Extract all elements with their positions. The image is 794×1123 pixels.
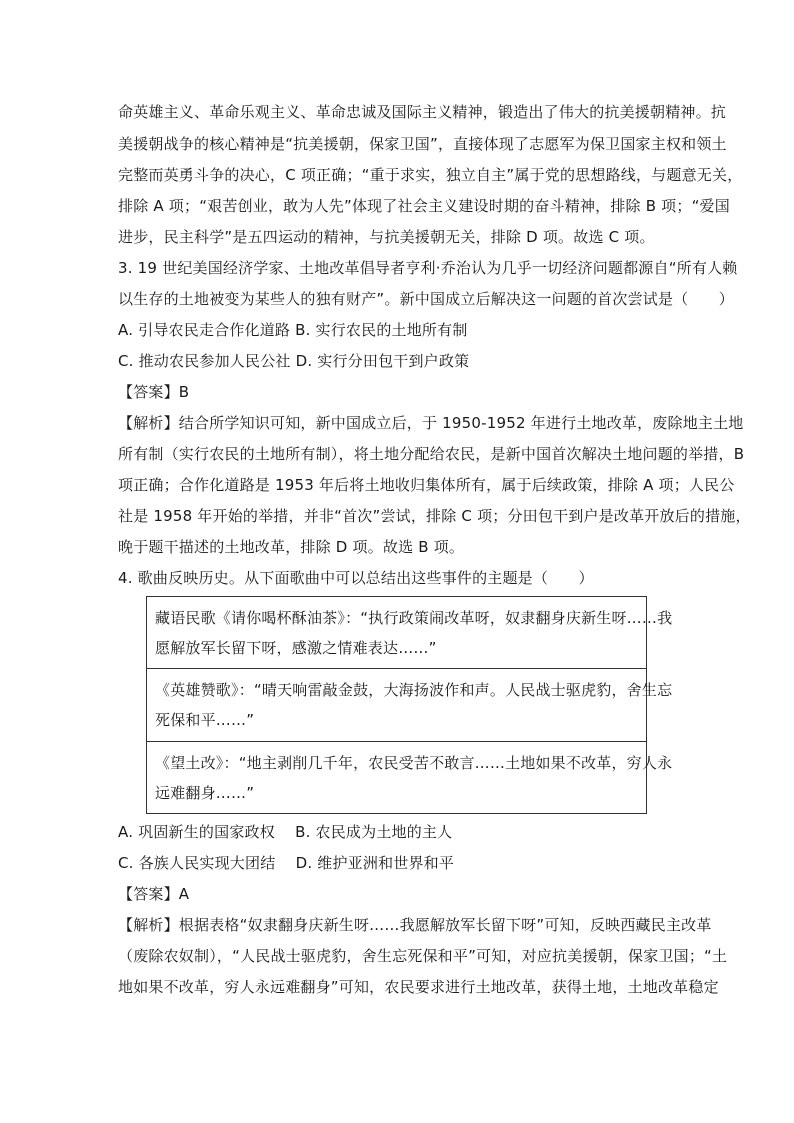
table-row	[147, 668, 673, 741]
question-3-analysis: 【解析】结合所学知识可知，新中国成立后，于 1950-1952 年进行土地改革，废除地主土地	[118, 414, 744, 432]
table-row	[147, 741, 673, 813]
table-cell-text: 死保和平……”	[155, 711, 255, 729]
paragraph-line: 排除 A 项；“艰苦创业，敢为人先”体现了社会主义建设时期的奋斗精神，排除 B 项；“爱国	[118, 197, 730, 215]
question-3-analysis: 所有制（实行农民的土地所有制），将土地分配给农民，是新中国首次解决土地问题的举措，B	[118, 445, 745, 463]
question-3-answer: 【答案】B	[118, 383, 190, 401]
question-3-options: A. 引导农民走合作化道路 B. 实行农民的土地所有制	[118, 321, 468, 339]
table-cell-text: 《英雄赞歌》：“晴天响雷敲金鼓，大海扬波作和声。人民战士驱虎豹，舍生忘	[155, 681, 673, 699]
paragraph-line: 美援朝战争的核心精神是“抗美援朝，保家卫国”，直接体现了志愿军为保卫国家主权和领土	[118, 135, 727, 153]
question-4-analysis: 地如果不改革，穷人永远难翻身”可知，农民要求进行土地改革，获得土地，土地改革稳定	[118, 978, 719, 996]
question-4-options: C. 各族人民实现大团结 D. 维护亚洲和世界和平	[118, 854, 455, 872]
table-cell-text: 《望土改》：“地主剥削几千年，农民受苦不敢言……土地如果不改革，穷人永	[155, 754, 673, 772]
table-cell-text: 藏语民歌《请你喝杯酥油茶》：“执行政策闹改革呀，奴隶翻身庆新生呀……我	[155, 609, 673, 627]
song-table	[146, 596, 673, 814]
paragraph-line: 进步，民主科学”是五四运动的精神，与抗美援朝无关，排除 D 项。故选 C 项。	[118, 228, 655, 246]
question-3-stem: 以生存的土地被变为某些人的独有财产”。新中国成立后解决这一问题的首次尝试是（ ）	[118, 290, 734, 308]
question-3-analysis: 社是 1958 年开始的举措，并非“首次”尝试，排除 C 项；分田包干到户是改革开放后的措施，	[118, 507, 751, 525]
question-3-stem: 3. 19 世纪美国经济学家、土地改革倡导者亨利·乔治认为几乎一切经济问题都源自“所有人赖	[118, 259, 738, 277]
table-cell-text: 愿解放军长留下呀，感激之情难表达……”	[155, 639, 437, 657]
paragraph-line: 完整而英勇斗争的决心，C 项正确；“重于求实，独立自主”属于党的思想路线，与题意无关，	[118, 166, 743, 184]
question-4-stem: 4. 歌曲反映历史。从下面歌曲中可以总结出这些事件的主题是（ ）	[118, 569, 594, 587]
question-3-options: C. 推动农民参加人民公社 D. 实行分田包干到户政策	[118, 352, 470, 370]
question-3-analysis: 晚于题干描述的土地改革，排除 D 项。故选 B 项。	[118, 538, 465, 556]
question-3-analysis: 项正确；合作化道路是 1953 年后将土地收归集体所有，属于后续政策，排除 A 项；人民公	[118, 476, 735, 494]
table-cell-text: 远难翻身……”	[155, 784, 255, 802]
table-row	[147, 597, 673, 668]
question-4-answer: 【答案】A	[118, 885, 190, 903]
question-4-options: A. 巩固新生的国家政权 B. 农民成为土地的主人	[118, 823, 453, 841]
question-4-analysis: （废除农奴制），“人民战士驱虎豹，舍生忘死保和平”可知，对应抗美援朝，保家卫国；“土	[118, 947, 728, 965]
question-4-analysis: 【解析】根据表格“奴隶翻身庆新生呀……我愿解放军长留下呀”可知，反映西藏民主改革	[118, 916, 712, 934]
paragraph-line: 命英雄主义、革命乐观主义、革命忠诚及国际主义精神，锻造出了伟大的抗美援朝精神。抗	[118, 103, 727, 121]
